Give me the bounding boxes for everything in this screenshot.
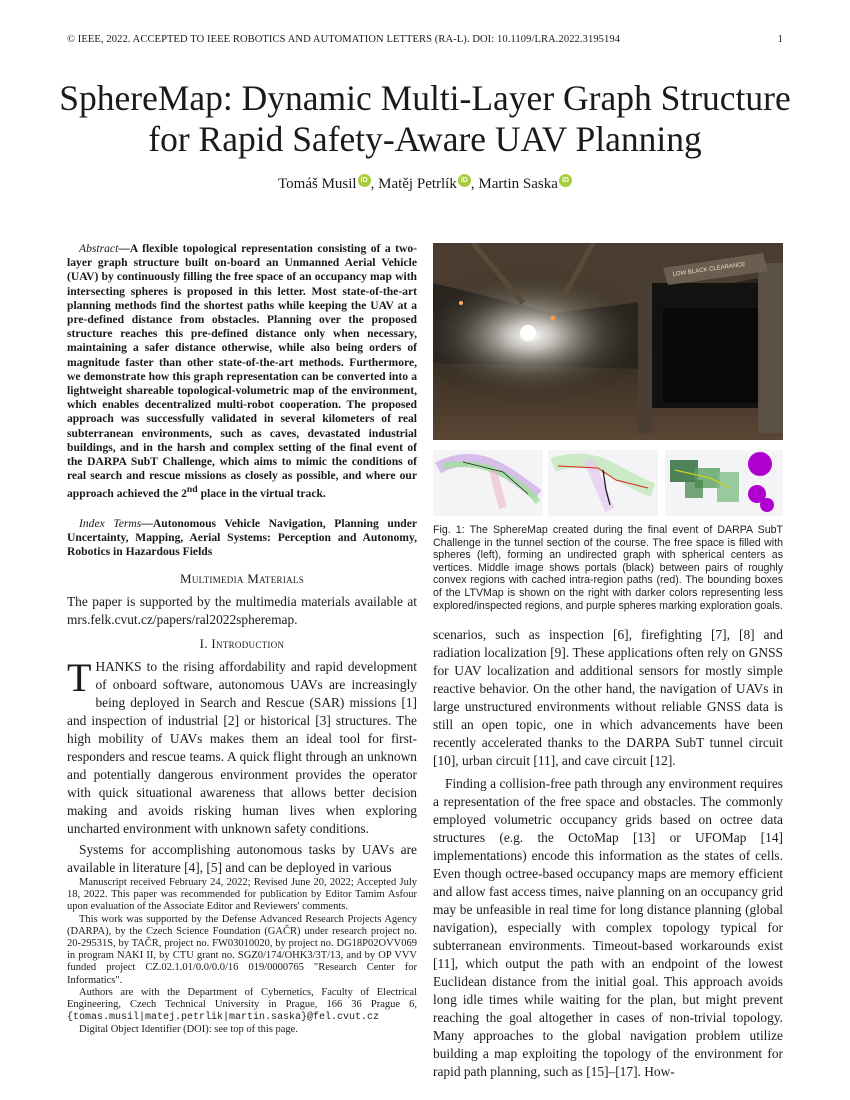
intro-paragraph-1 [67,655,417,838]
orcid-icon[interactable]: iD [358,174,371,187]
figure-tunnel-photo [433,243,783,440]
author-name: Matěj Petrlík [378,176,457,192]
abstract-text: —A flexible topological representation consisting of a two-layer graph structure built on-board an Unmanned Aerial Vehicle (UAV) by continuously filling the free space of an occupancy map with intersecting spheres is proposed in this letter. Most state-of-the-art planning methods find the shortest paths while keeping the UAV at a pre-defined distance from obstacles. Planning over the proposed structure reaches this pre-defined distance only when necessary, maintaining a safer distance otherwise, while also being orders of magnitude faster than other state-of-the-art methods. Furthermore, we demonstrate how this graph representation can be converted into a lightweight shareable topological-volumetric map of the environment, which enables decentralized multi-robot cooperation. The proposed approach was successfully validated in several kilometers of real subterranean environments, such as caves, devastated industrial buildings, and in the harsh and complex setting of the final event of the DARPA SubT Challenge, which aims to mimic the conditions of real search and rescue missions as closely as possible, and where our approach achieved the 2 [67,242,417,501]
page-number: 1 [777,34,783,45]
figure-map-panels [433,450,783,516]
index-terms [67,517,417,560]
section-heading-introduction: I. Introduction [199,636,285,651]
title-line-1: SphereMap: Dynamic Multi-Layer Graph Structure [59,78,791,118]
exploration-goal-sphere [760,498,774,512]
footnote-doi: Digital Object Identifier (DOI): see top of this page. [79,1024,298,1036]
multimedia-text: The paper is supported by the multimedia materials available at mrs.felk.cvut.cz/papers/ral2022spheremap. [67,594,417,627]
index-terms-label: Index Terms [79,517,142,530]
abstract-sup: nd [186,484,198,496]
intro-paragraph-2: Systems for accomplishing autonomous tasks by UAVs are available in literature [4], [5] and can be deployed in various [67,842,417,875]
footnotes [67,877,417,1037]
abstract [67,242,417,502]
tunnel-photo-drawing [433,243,783,440]
footnote-affiliation: Authors are with the Department of Cybernetics, Faculty of Electrical Engineering, Czech Technical University in Prague, 166 36 Prague 6, [67,986,417,1011]
index-terms-text: —Autonomous Vehicle Navigation, Planning under Uncertainty, Mapping, Aerial Systems: Perception and Autonomy, Robotics in Hazardous Fields [67,517,418,559]
multimedia-paragraph [67,593,417,629]
right-paragraph-1: scenarios, such as inspection [6], firefighting [7], [8] and radiation localization [9]. These applications often rely on GNSS for UAV localization and additional sensors for mostly simple reactive behavior. On the other hand, the navigation of UAVs in large unstructured environments without reliable GNSS data is still an open topic, one in which advancements have been recently accelerated thanks to the DARPA SubT tunnel circuit [10], urban circuit [11], and cave circuit [12]. [433,627,783,768]
footnote-manuscript: Manuscript received February 24, 2022; Revised June 20, 2022; Accepted July 18, 2022. This paper was recommended for publication by Editor Tamim Asfour upon evaluation of the Associate Editor and Reviewers' comments. [67,877,417,913]
right-column-body [433,626,783,1081]
portal-regions-panel [548,450,658,516]
author-list: Tomáš Musil iD , Matěj Petrlík iD , Martin Saska iD [0,174,850,193]
paper-title [40,78,810,160]
running-header [67,34,783,45]
footnote-support: This work was supported by the Defense Advanced Research Projects Agency (DARPA), by the Czech Science Foundation (GAČR) under research project no. 20-29531S, by TAČR, project no. FW03010020, by project no. DG18P02OVV069 in program NAKI II, by CTU grant no. SGZ0/174/OHK3/3T/13, and by OP VVV funded project CZ.02.1.01/0.0/0.0/16 019/0000765 "Research Center for Informatics". [67,913,417,986]
right-paragraph-2: Finding a collision-free path through any environment requires a representation of the free space and obstacles. The commonly employed volumetric occupancy grids based on octree data structures (e.g. the OctoMap [13] or UFOMap [14] implementations) encode this information as the states of cells. Even though octree-based occupancy maps are memory efficient and allow fast access times, naive planning on an occupancy grid may be unfeasible in real time for long distance planning (global navigation), especially with complex topology typical for subterranean environments. Timeout-based workarounds exist [11], which output the path with an endpoint of the lowest Euclidean distance from the initial goal. This approach avoids long idle times while waiting for the plan, but might prevent reaching the goal altogether in cases of non-trivial topology. Many approaches to the global navigation problem utilize building a map exploiting the topology of the environment for rapid path planning, such as [15]–[17]. How- [433,776,783,1079]
running-head-text: © IEEE, 2022. ACCEPTED TO IEEE ROBOTICS AND AUTOMATION LETTERS (RA-L). DOI: 10.1109/LRA.2022.3195194 [67,34,621,45]
orcid-icon[interactable]: iD [458,174,471,187]
sphere-graph-panel [433,450,543,516]
section-heading-multimedia: Multimedia Materials [179,571,305,586]
abstract-label: Abstract [79,242,119,255]
figure-caption: Fig. 1: The SphereMap created during the final event of DARPA SubT Challenge in the tunnel section of the course. The free space is filled with spheres (left), forming an undirected graph with spherical centers as vertices. Middle image shows portals (black) between pairs of roughly convex regions with cached intra-region paths (red). The bounding boxes of the LTVMap is shown on the right with darker colors representing less explored/inspected regions, and purple spheres marking exploration goals. [433,524,783,612]
intro-first-word: HANKS [95,659,142,674]
ltvmap-bounding-boxes-panel [665,450,783,516]
drop-cap: T [67,655,92,700]
exploration-goal-sphere [748,452,772,476]
abstract-tail: place in the virtual track. [197,487,326,501]
author-emails: {tomas.musil|matej.petrlik|martin.saska}@fel.cvut.cz [67,1012,380,1024]
author-name: Martin Saska [478,176,558,192]
intro-text-1: to the rising affordability and rapid development of onboard software, autonomous UAVs are increasingly being deployed in Search and Rescue (SAR) missions [1] and inspection of industrial [2] or historical [3] structures. The high mobility of UAVs makes them an ideal tool for first-responders and rescue teams. A quick flight through an unknown and potentially dangerous environment provides the operator with quick situational awareness that allows better decision making and avoids risking human lives when exploring uncharted environment with unknown safety conditions. [67,659,417,836]
introduction-body [67,655,417,877]
title-line-2: for Rapid Safety-Aware UAV Planning [148,119,702,159]
author-name: Tomáš Musil [278,176,357,192]
footnote-authors [67,987,417,1025]
orcid-icon[interactable]: iD [559,174,572,187]
